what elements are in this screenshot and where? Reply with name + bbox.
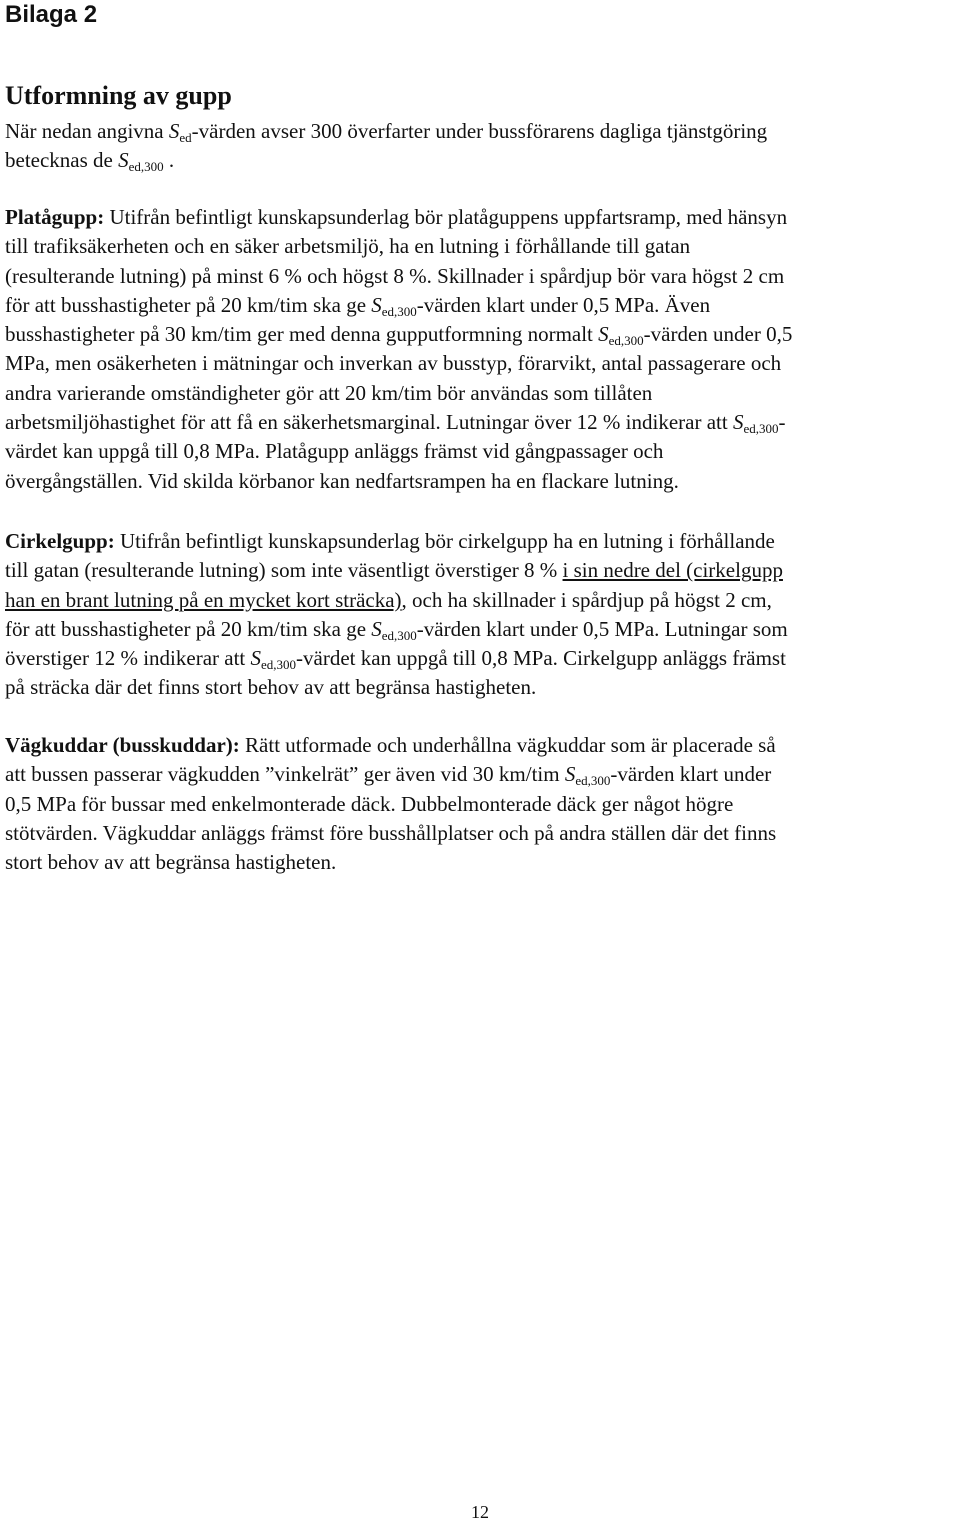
cirkelgupp-line-2 bbox=[5, 556, 955, 585]
section-heading: Utformning av gupp bbox=[5, 81, 232, 110]
cirkelgupp-line-3 bbox=[5, 586, 955, 615]
symbol-subscript: ed,300 bbox=[743, 421, 779, 437]
text-run: , och ha skillnader i spårdjup på högst 2 cm, bbox=[401, 587, 772, 612]
text-run: till gatan (resulterande lutning) som inte väsentligt överstiger 8 % bbox=[5, 558, 563, 583]
symbol-s: S bbox=[371, 292, 382, 317]
text-run: - bbox=[778, 410, 786, 435]
text-run: arbetsmiljöhastighet för att få en säkerhetsmarginal. Lutningar över 12 % indikerar att bbox=[5, 410, 733, 435]
cirkelgupp-line-6: på sträcka där det finns stort behov av att begränsa hastigheten. bbox=[5, 675, 537, 700]
text-run: -värdet kan uppgå till 0,8 MPa. Cirkelgupp anläggs främst bbox=[296, 646, 786, 671]
text-run: betecknas de bbox=[5, 148, 119, 173]
platagupp-line-7: andra varierande omständigheter gör att 20 km/tim bör användas som tillåten bbox=[5, 380, 653, 405]
underlined-text: han en brant lutning på en mycket kort sträcka) bbox=[5, 587, 402, 612]
text-run: att bussen passerar vägkudden ”vinkelrät” ger även vid 30 km/tim bbox=[5, 762, 565, 787]
text-run: för att busshastigheter på 20 km/tim ska ge bbox=[5, 292, 372, 317]
vagkuddar-line-4: stötvärden. Vägkuddar anläggs främst före busshållplatser och på andra ställen där det finns bbox=[5, 820, 777, 845]
symbol-s: S bbox=[250, 646, 261, 671]
platagupp-label: Platågupp: bbox=[5, 205, 105, 229]
platagupp-paragraph bbox=[5, 203, 955, 496]
symbol-s: S bbox=[732, 410, 744, 435]
symbol-subscript: ed,300 bbox=[261, 657, 297, 673]
symbol-subscript: ed,300 bbox=[381, 303, 417, 319]
text-run: -värden under 0,5 bbox=[643, 322, 793, 347]
platagupp-line-10: övergångställen. Vid skilda körbanor kan nedfartsrampen ha en flackare lutning. bbox=[5, 468, 679, 493]
cirkelgupp-line-4 bbox=[5, 615, 955, 644]
text-run: för att busshastigheter på 20 km/tim ska ge bbox=[5, 616, 372, 641]
text-run: . bbox=[163, 148, 175, 173]
vagkuddar-line-2 bbox=[5, 760, 955, 789]
platagupp-line-4 bbox=[5, 291, 955, 320]
text-run: Utifrån befintligt kunskapsunderlag bör platåguppens uppfartsramp, med hänsyn bbox=[104, 205, 788, 229]
underlined-text: i sin nedre del (cirkelgupp bbox=[562, 558, 783, 583]
cirkelgupp-line-5 bbox=[5, 644, 955, 673]
symbol-subscript: ed,300 bbox=[128, 159, 164, 175]
text-run: Rätt utformade och underhållna vägkuddar som är placerade så bbox=[239, 733, 776, 757]
text-run: -värden avser 300 överfarter under bussförarens dagliga tjänstgöring bbox=[191, 119, 768, 143]
vagkuddar-line-1 bbox=[5, 731, 955, 760]
cirkelgupp-line-1 bbox=[5, 527, 955, 556]
platagupp-line-9: värdet kan uppgå till 0,8 MPa. Platågupp anläggs främst vid gångpassager och bbox=[5, 439, 664, 464]
intro-line-2 bbox=[5, 146, 955, 175]
platagupp-line-3: (resulterande lutning) på minst 6 % och högst 8 %. Skillnader i spårdjup bör vara högst 2 cm bbox=[5, 263, 785, 288]
text-run: överstiger 12 % indikerar att bbox=[5, 646, 251, 671]
text-run: -värden klart under 0,5 MPa. Lutningar som bbox=[416, 616, 788, 641]
platagupp-line-6: MPa, men osäkerheten i mätningar och inverkan av busstyp, förarvikt, antal passagerare och bbox=[5, 351, 782, 376]
appendix-title: Bilaga 2 bbox=[5, 1, 98, 28]
symbol-s: S bbox=[118, 148, 129, 173]
text-run: busshastigheter på 30 km/tim ger med denna gupputformning normalt bbox=[5, 322, 599, 347]
cirkelgupp-paragraph bbox=[5, 527, 955, 703]
vagkuddar-line-3: 0,5 MPa för bussar med enkelmonterade däck. Dubbelmonterade däck ger något högre bbox=[5, 791, 734, 816]
vagkuddar-paragraph bbox=[5, 731, 955, 877]
symbol-s: S bbox=[168, 119, 180, 143]
platagupp-line-8 bbox=[5, 408, 955, 437]
symbol-subscript: ed,300 bbox=[575, 773, 611, 789]
symbol-s: S bbox=[564, 762, 576, 787]
platagupp-line-1 bbox=[5, 203, 955, 232]
platagupp-line-5 bbox=[5, 320, 955, 349]
text-run: -värden klart under bbox=[610, 762, 772, 787]
platagupp-line-2: till trafiksäkerheten och en säker arbetsmiljö, ha en lutning i förhållande till gatan bbox=[5, 234, 691, 259]
text-run: Utifrån befintligt kunskapsunderlag bör cirkelgupp ha en lutning i förhållande bbox=[114, 529, 775, 553]
symbol-subscript: ed bbox=[179, 130, 192, 145]
symbol-subscript: ed,300 bbox=[381, 627, 417, 643]
page-number: 12 bbox=[471, 1502, 489, 1522]
vagkuddar-label: Vägkuddar (busskuddar): bbox=[5, 733, 240, 757]
symbol-subscript: ed,300 bbox=[608, 333, 644, 349]
vagkuddar-line-5: stort behov av att begränsa hastigheten. bbox=[5, 850, 337, 875]
intro-line-1 bbox=[5, 117, 955, 146]
intro-paragraph bbox=[5, 117, 955, 176]
symbol-s: S bbox=[598, 322, 609, 347]
cirkelgupp-label: Cirkelgupp: bbox=[5, 529, 115, 553]
symbol-s: S bbox=[371, 616, 382, 641]
text-run: -värden klart under 0,5 MPa. Även bbox=[416, 292, 711, 317]
text-run: När nedan angivna bbox=[5, 119, 169, 143]
